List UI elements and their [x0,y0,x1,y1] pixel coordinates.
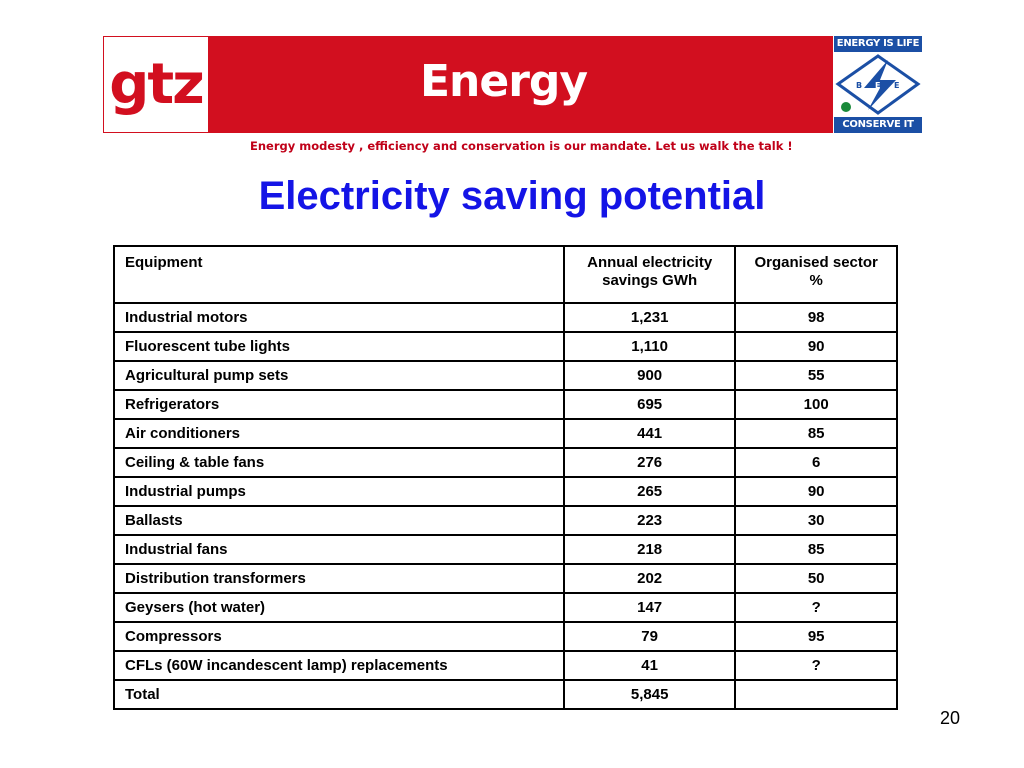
table-row [114,361,897,390]
cell-equipment: Geysers (hot water) [114,593,564,622]
savings-table [113,245,898,710]
bee-logo-bottom-text: CONSERVE IT [834,117,922,133]
bee-emblem-icon [834,52,922,117]
cell-organised-sector: 85 [735,535,897,564]
cell-equipment: Refrigerators [114,390,564,419]
table-row [114,651,897,680]
cell-organised-sector: 55 [735,361,897,390]
svg-text:E: E [894,81,900,90]
cell-organised-sector: 30 [735,506,897,535]
cell-annual-savings: 202 [564,564,735,593]
cell-organised-sector: 98 [735,303,897,332]
bee-logo [834,36,922,133]
table-row [114,390,897,419]
cell-annual-savings: 695 [564,390,735,419]
cell-annual-savings: 79 [564,622,735,651]
column-header-equipment: Equipment [114,246,564,303]
cell-organised-sector: 90 [735,332,897,361]
cell-equipment: Air conditioners [114,419,564,448]
cell-organised-sector: ? [735,651,897,680]
cell-equipment: Industrial motors [114,303,564,332]
cell-equipment: Distribution transformers [114,564,564,593]
cell-equipment: Compressors [114,622,564,651]
table-row [114,506,897,535]
table-row [114,535,897,564]
slide-title: Electricity saving potential [258,174,766,218]
cell-organised-sector: 85 [735,419,897,448]
cell-equipment: Fluorescent tube lights [114,332,564,361]
bee-logo-top-text: ENERGY IS LIFE [834,36,922,52]
cell-equipment: Total [114,680,564,709]
table-row [114,593,897,622]
cell-organised-sector: 100 [735,390,897,419]
cell-organised-sector: 6 [735,448,897,477]
gtz-logo-text: gtz [109,51,203,117]
cell-equipment: Ceiling & table fans [114,448,564,477]
cell-organised-sector [735,680,897,709]
cell-annual-savings: 276 [564,448,735,477]
cell-annual-savings: 218 [564,535,735,564]
gtz-logo [103,36,209,133]
cell-equipment: Agricultural pump sets [114,361,564,390]
cell-equipment: Industrial fans [114,535,564,564]
column-header-organised-sector: Organised sector % [735,246,897,303]
table-row [114,303,897,332]
table-row [114,622,897,651]
table-header-row [114,246,897,303]
column-header-annual-savings: Annual electricity savings GWh [564,246,735,303]
cell-organised-sector: ? [735,593,897,622]
cell-organised-sector: 95 [735,622,897,651]
cell-annual-savings: 441 [564,419,735,448]
table-row [114,680,897,709]
cell-equipment: Ballasts [114,506,564,535]
cell-annual-savings: 1,231 [564,303,735,332]
table-row [114,477,897,506]
cell-annual-savings: 41 [564,651,735,680]
cell-annual-savings: 1,110 [564,332,735,361]
cell-equipment: Industrial pumps [114,477,564,506]
table-row [114,419,897,448]
tagline: Energy modesty , efficiency and conservation is our mandate. Let us walk the talk ! [250,139,793,153]
cell-annual-savings: 900 [564,361,735,390]
cell-annual-savings: 5,845 [564,680,735,709]
table-row [114,564,897,593]
page-number: 20 [940,708,961,728]
cell-annual-savings: 223 [564,506,735,535]
cell-annual-savings: 265 [564,477,735,506]
cell-equipment: CFLs (60W incandescent lamp) replacements [114,651,564,680]
cell-annual-savings: 147 [564,593,735,622]
table-row [114,448,897,477]
cell-organised-sector: 50 [735,564,897,593]
svg-text:E: E [875,81,881,90]
cell-organised-sector: 90 [735,477,897,506]
table-row [114,332,897,361]
svg-text:B: B [856,81,863,90]
banner-title: Energy [420,56,588,107]
